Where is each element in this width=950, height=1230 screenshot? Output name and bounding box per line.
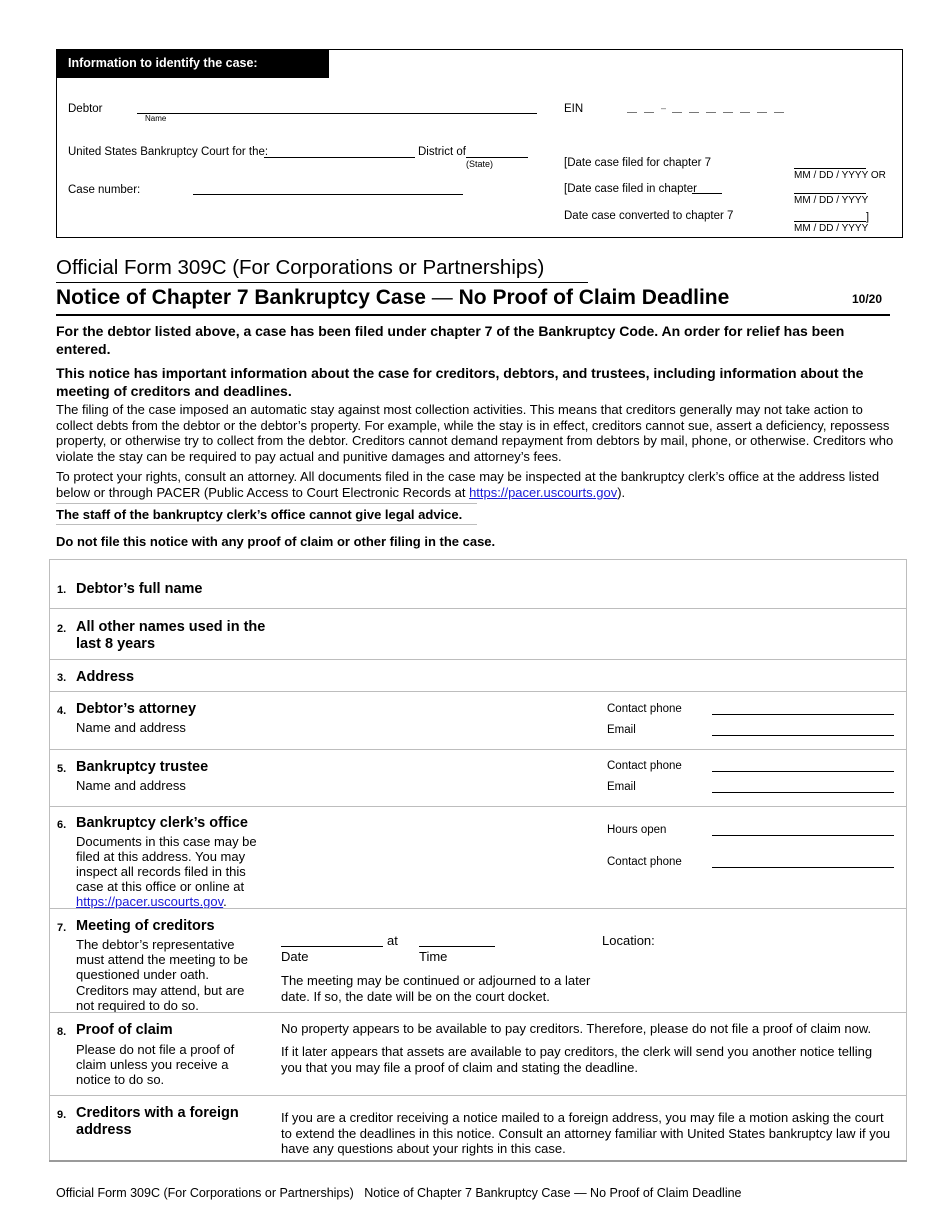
clerk-pacer-link[interactable]: https://pacer.uscourts.gov bbox=[76, 894, 224, 909]
row-title: Address bbox=[76, 669, 135, 685]
attorney-phone-field[interactable] bbox=[712, 714, 894, 715]
clerk-link-end: . bbox=[223, 894, 227, 909]
meeting-date-field[interactable] bbox=[281, 946, 383, 947]
row-divider bbox=[49, 806, 906, 807]
proof-claim-text-1: No property appears to be available to pay creditors. Therefore, please do not file a proof of claim now. bbox=[281, 1021, 872, 1036]
chapter-number-field[interactable] bbox=[692, 193, 722, 194]
trustee-phone-field[interactable] bbox=[712, 771, 894, 772]
footer-title-part2: No Proof of Claim Deadline bbox=[590, 1186, 742, 1200]
table-bottom-rule bbox=[49, 1160, 907, 1162]
row-subtitle: The debtor’s representative must attend the meeting to be questioned under oath. bbox=[76, 937, 248, 982]
contact-phone-label: Contact phone bbox=[607, 703, 682, 715]
form-subtitle: Official Form 309C (For Corporations or Partnerships) bbox=[56, 256, 545, 279]
row-divider bbox=[49, 1095, 906, 1096]
row-number: 4. bbox=[57, 705, 67, 717]
row-title: Creditors with a foreign address bbox=[76, 1105, 239, 1138]
intro-p4-text: To protect your rights, consult an attorney. All documents filed in the case may be inspected at the bankruptcy clerk’s office at the address listed below or through PACER (Public Access to Court Electronic Records at bbox=[56, 469, 880, 500]
form-revision: 10/20 bbox=[852, 292, 883, 306]
date-filed-ch7-field[interactable] bbox=[794, 168, 866, 169]
at-label: at bbox=[387, 933, 398, 948]
hours-open-field[interactable] bbox=[712, 835, 894, 836]
case-info-title: Information to identify the case: bbox=[56, 49, 329, 78]
district-label: District of bbox=[418, 146, 466, 158]
warning-do-not-file: Do not file this notice with any proof of claim or other filing in the case. bbox=[56, 534, 496, 549]
district-field[interactable] bbox=[466, 157, 528, 158]
row-title: Meeting of creditors bbox=[76, 918, 215, 934]
row-divider bbox=[49, 608, 906, 609]
row-number: 3. bbox=[57, 672, 67, 684]
bracket-close: ] bbox=[866, 211, 870, 223]
row-divider bbox=[49, 908, 906, 909]
row-title: Debtor’s full name bbox=[76, 581, 203, 597]
row-subtitle: Name and address bbox=[76, 778, 186, 793]
intro-p2: This notice has important information about the case for creditors, debtors, and trustees, including information about the meeting of creditors and deadlines. bbox=[56, 365, 864, 399]
row-number: 8. bbox=[57, 1026, 67, 1038]
date-caption: Date bbox=[281, 949, 309, 964]
form-title bbox=[56, 285, 729, 311]
row-number: 2. bbox=[57, 623, 67, 635]
name-caption: Name bbox=[145, 114, 167, 123]
form-title-dash: — bbox=[431, 286, 453, 309]
title-rule bbox=[56, 314, 890, 316]
row-title: Proof of claim bbox=[76, 1022, 173, 1038]
date-converted-label: Date case converted to chapter 7 bbox=[564, 210, 734, 222]
row-title: All other names used in the last 8 years bbox=[76, 619, 266, 652]
footer-form-name: Official Form 309C (For Corporations or Partnerships) bbox=[56, 1186, 354, 1200]
date-filed-chapter-field[interactable] bbox=[794, 193, 866, 194]
date-format-or: MM / DD / YYYY OR bbox=[794, 170, 886, 181]
court-label: United States Bankruptcy Court for the: bbox=[68, 146, 269, 158]
date-converted-field[interactable] bbox=[794, 221, 866, 222]
case-number-label: Case number: bbox=[68, 184, 141, 196]
email-label: Email bbox=[607, 781, 636, 793]
row-title: Bankruptcy clerk’s office bbox=[76, 815, 248, 831]
email-label: Email bbox=[607, 724, 636, 736]
pacer-link[interactable]: https://pacer.uscourts.gov bbox=[469, 484, 618, 500]
debtor-name-field[interactable] bbox=[137, 113, 537, 114]
row-number: 7. bbox=[57, 922, 67, 934]
location-label: Location: bbox=[602, 933, 655, 948]
meeting-note: The meeting may be continued or adjourned to a later date. If so, the date will be on the court docket. bbox=[281, 973, 591, 1004]
intro-p1: For the debtor listed above, a case has been filed under chapter 7 of the Bankruptcy Code. An order for relief has been entered. bbox=[56, 323, 845, 357]
date-filed-ch7-label: [Date case filed for chapter 7 bbox=[564, 157, 712, 169]
form-title-part1: Notice of Chapter 7 Bankruptcy Case bbox=[56, 286, 426, 309]
intro-p4-end: ). bbox=[617, 484, 626, 500]
row-subtitle bbox=[76, 834, 266, 909]
warning-legal-advice: The staff of the bankruptcy clerk’s office cannot give legal advice. bbox=[56, 507, 463, 522]
contact-phone-label: Contact phone bbox=[607, 760, 682, 772]
subtitle-rule bbox=[56, 282, 588, 283]
trustee-email-field[interactable] bbox=[712, 792, 894, 793]
date-format-2: MM / DD / YYYY bbox=[794, 223, 869, 234]
row-title: Debtor’s attorney bbox=[76, 701, 197, 717]
attorney-email-field[interactable] bbox=[712, 735, 894, 736]
date-format: MM / DD / YYYY bbox=[794, 195, 869, 206]
proof-claim-text-2: If it later appears that assets are available to pay creditors, the clerk will send you another notice telling you that you may file a proof of claim and stating the deadline. bbox=[281, 1044, 873, 1075]
row-number: 9. bbox=[57, 1109, 67, 1121]
row-divider bbox=[49, 1012, 906, 1013]
hours-open-label: Hours open bbox=[607, 824, 667, 836]
row-number: 5. bbox=[57, 763, 67, 775]
row-subtitle: Name and address bbox=[76, 720, 186, 735]
form-title-part2: No Proof of Claim Deadline bbox=[458, 286, 730, 309]
row-number: 1. bbox=[57, 584, 67, 596]
row-title: Bankruptcy trustee bbox=[76, 759, 209, 775]
row-number: 6. bbox=[57, 819, 67, 831]
footer bbox=[56, 1186, 742, 1200]
row-subtitle: Please do not file a proof of claim unless you receive a notice to do so. bbox=[76, 1042, 235, 1087]
footer-title-dash: — bbox=[574, 1186, 587, 1200]
row-divider bbox=[49, 691, 906, 692]
row-subtitle-2: Creditors may attend, but are not required to do so. bbox=[76, 983, 245, 1013]
clerk-phone-field[interactable] bbox=[712, 867, 894, 868]
intro-p3: The filing of the case imposed an automatic stay against most collection activities. This means that creditors generally may not take action to collect debts from the debtor or the debtor’s property. For example, while the stay is in effect, creditors cannot sue, assert a deficiency, repossess property, or otherwise try to collect from the debtor. Creditors cannot demand repayment from debtors by mail, phone, or otherwise. Creditors who violate the stay can be required to pay actual and punitive damages and attorney’s fees. bbox=[56, 402, 894, 464]
court-field[interactable] bbox=[264, 157, 415, 158]
case-number-field[interactable] bbox=[193, 194, 463, 195]
state-caption: (State) bbox=[466, 159, 494, 169]
warning-rule-bottom bbox=[56, 524, 477, 525]
intro-p4 bbox=[56, 469, 894, 500]
time-caption: Time bbox=[419, 949, 448, 964]
row-divider bbox=[49, 659, 906, 660]
foreign-address-text: If you are a creditor receiving a notice mailed to a foreign address, you may file a motion asking the court to extend the deadlines in this notice. Consult an attorney familiar with United States bankruptcy law if you have any questions about your rights in this case. bbox=[281, 1110, 891, 1156]
footer-title-part1: Notice of Chapter 7 Bankruptcy Case bbox=[364, 1186, 571, 1200]
meeting-time-field[interactable] bbox=[419, 946, 495, 947]
debtor-label: Debtor bbox=[68, 103, 103, 115]
date-filed-chapter-label: [Date case filed in chapter bbox=[564, 183, 697, 195]
ein-label: EIN bbox=[564, 103, 584, 115]
ein-separator: – bbox=[661, 103, 667, 113]
clerk-office-description: Documents in this case may be filed at this address. You may inspect all records filed in this case at this office or online at bbox=[76, 834, 257, 894]
row-divider bbox=[49, 749, 906, 750]
contact-phone-label: Contact phone bbox=[607, 856, 682, 868]
warning-rule-top bbox=[56, 503, 477, 504]
